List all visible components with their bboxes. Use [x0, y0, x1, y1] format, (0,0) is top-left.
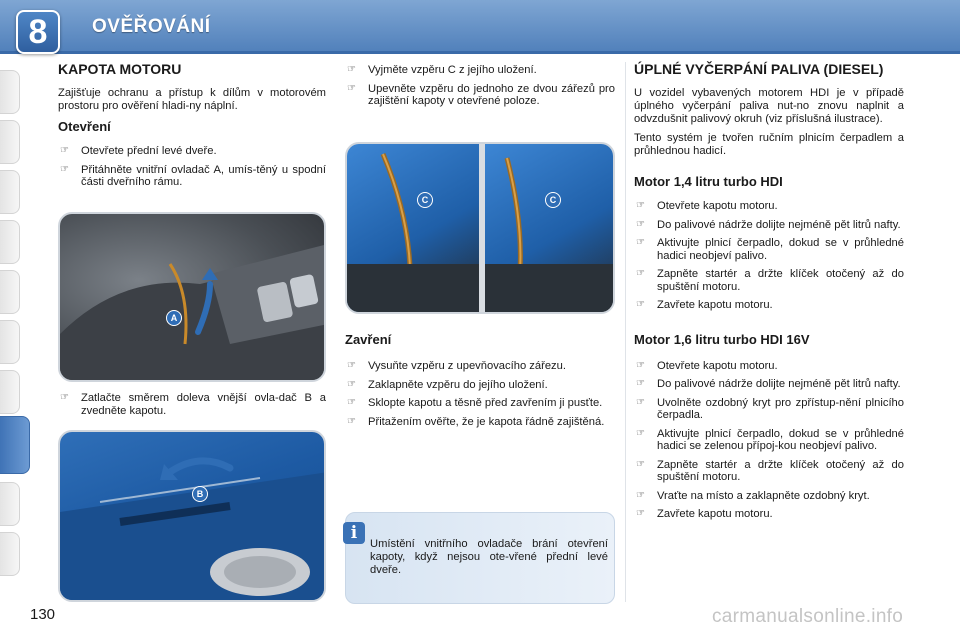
chapter-badge: 8 [16, 10, 60, 54]
list-item: ☞ Zatlačte směrem doleva vnější ovla-dač B a zvedněte kapotu. [60, 392, 326, 417]
diesel-intro-2: Tento systém je tvořen ručním plnicím čerpadlem a průhlednou hadicí. [634, 132, 904, 157]
prop-rod-view-right [485, 144, 615, 312]
pointing-hand-icon: ☞ [347, 82, 356, 94]
pointing-hand-icon: ☞ [636, 489, 645, 501]
subheading-motor-14: Motor 1,4 litru turbo HDI [634, 174, 783, 189]
list-item: ☞ Do palivové nádrže dolijte nejméně pět litrů nafty. [636, 378, 901, 390]
chapter-tab[interactable] [0, 170, 20, 214]
chapter-tab[interactable] [0, 70, 20, 114]
list-item: ☞ Otevřete přední levé dveře. [60, 145, 217, 157]
external-release-illustration [60, 432, 326, 602]
info-text: Umístění vnitřního ovladače brání otevření kapoty, když nejsou ote-vřené přední levé dveře. [370, 538, 608, 576]
chapter-tab[interactable] [0, 532, 20, 576]
list-item: ☞ Otevřete kapotu motoru. [636, 359, 778, 372]
column-diesel [634, 60, 904, 527]
list-item: ☞ Přitažením ověřte, že je kapota řádně zajištěná. [347, 415, 605, 428]
prop-rod-steps [345, 64, 615, 108]
pointing-hand-icon: ☞ [60, 392, 69, 403]
pointing-hand-icon: ☞ [636, 218, 645, 230]
pointing-hand-icon: ☞ [636, 508, 645, 519]
chapter-tab[interactable] [0, 370, 20, 414]
list-item: ☞ Zapněte startér a držte klíček otočený až do spuštění motoru. [636, 268, 904, 293]
list-item: ☞ Přitáhněte vnitřní ovladač A, umís-těný u spodní části dveřního rámu. [60, 163, 326, 188]
diesel-intro: U vozidel vybavených motorem HDI je v případě úplného vyčerpání paliva nut-no znovu naplnit a odvzdušnit palivový okruh (viz příslušná ilustrace). [634, 87, 904, 125]
figure-interior-release [58, 212, 326, 382]
list-item: ☞ Otevřete kapotu motoru. [636, 200, 778, 212]
step-after-figure-a [58, 392, 326, 423]
callout-a: A [166, 310, 182, 326]
callout-c: C [417, 192, 433, 208]
list-item: ☞ Zaklapněte vzpěru do jejího uložení. [347, 378, 548, 391]
chapter-tab[interactable] [0, 270, 20, 314]
list-item: ☞ Zavřete kapotu motoru. [636, 508, 773, 520]
list-item: ☞ Vyjměte vzpěru C z jejího uložení. [347, 64, 537, 76]
pointing-hand-icon: ☞ [347, 64, 356, 75]
pointing-hand-icon: ☞ [636, 268, 645, 279]
callout-b: B [192, 486, 208, 502]
pointing-hand-icon: ☞ [636, 359, 645, 371]
pointing-hand-icon: ☞ [347, 378, 356, 390]
section-heading-hood: KAPOTA MOTORU [58, 61, 182, 77]
list-item: ☞ Vraťte na místo a zaklapněte ozdobný kryt. [636, 489, 870, 502]
interior-release-illustration [60, 214, 326, 382]
list-item: ☞ Aktivujte plnicí čerpadlo, dokud se v průhledné hadici se zelenou přípoj-kou neobjeví palivo. [636, 427, 904, 452]
page-title: OVĚŘOVÁNÍ [92, 16, 211, 37]
column-divider [625, 62, 626, 602]
list-item: ☞ Zavřete kapotu motoru. [636, 299, 773, 311]
figure-external-release [58, 430, 326, 602]
section-heading-diesel: ÚPLNÉ VYČERPÁNÍ PALIVA (DIESEL) [634, 61, 884, 77]
subheading-close: Zavření [345, 332, 392, 347]
motor-14-steps [634, 200, 904, 312]
list-item: ☞ Uvolněte ozdobný kryt pro zpřístup-nění plnicího čerpadla. [636, 396, 904, 421]
close-steps [345, 360, 615, 428]
list-item: ☞ Vysuňte vzpěru z upevňovacího zářezu. [347, 360, 566, 372]
pointing-hand-icon: ☞ [636, 200, 645, 211]
pointing-hand-icon: ☞ [60, 145, 69, 156]
motor-16-steps [634, 360, 904, 521]
list-item: ☞ Zapněte startér a držte klíček otočený až do spuštění motoru. [636, 458, 904, 483]
pointing-hand-icon: ☞ [347, 360, 356, 371]
info-icon: i [343, 522, 365, 544]
pointing-hand-icon: ☞ [636, 458, 645, 470]
hood-intro: Zajišťuje ochranu a přístup k dílům v motorovém prostoru pro ověření hladi-ny náplní. [58, 87, 326, 112]
subheading-motor-16: Motor 1,6 litru turbo HDI 16V [634, 331, 810, 347]
chapter-tab[interactable] [0, 482, 20, 526]
pointing-hand-icon: ☞ [636, 299, 645, 310]
chapter-tab[interactable] [0, 220, 20, 264]
close-section [345, 332, 615, 434]
pointing-hand-icon: ☞ [636, 378, 645, 389]
list-item: ☞ Upevněte vzpěru do jednoho ze dvou zářezů pro zajištění kapoty v otevřené poloze. [347, 82, 615, 107]
subheading-open: Otevření [58, 119, 111, 134]
open-steps [58, 145, 326, 189]
pointing-hand-icon: ☞ [636, 396, 645, 408]
list-item: ☞ Sklopte kapotu a těsně před zavřením ji pusťte. [347, 397, 603, 409]
pointing-hand-icon: ☞ [636, 427, 645, 439]
pointing-hand-icon: ☞ [347, 415, 356, 427]
watermark: carmanualsonline.info [712, 606, 904, 627]
pointing-hand-icon: ☞ [60, 163, 69, 175]
page-number: 130 [30, 606, 56, 623]
list-item: ☞ Aktivujte plnicí čerpadlo, dokud se v průhledné hadici neobjeví palivo. [636, 237, 904, 262]
figure-prop-rod [345, 142, 615, 314]
chapter-tab[interactable] [0, 120, 20, 164]
chapter-tab[interactable] [0, 320, 20, 364]
column-prop-rod [345, 64, 615, 114]
chapter-tabs [0, 70, 30, 580]
column-hood [58, 60, 326, 195]
list-item: ☞ Do palivové nádrže dolijte nejméně pět litrů nafty. [636, 218, 901, 231]
pointing-hand-icon: ☞ [347, 397, 356, 408]
callout-c: C [545, 192, 561, 208]
chapter-tab-active[interactable] [0, 416, 30, 474]
prop-rod-view-left [347, 144, 479, 312]
pointing-hand-icon: ☞ [636, 237, 645, 248]
